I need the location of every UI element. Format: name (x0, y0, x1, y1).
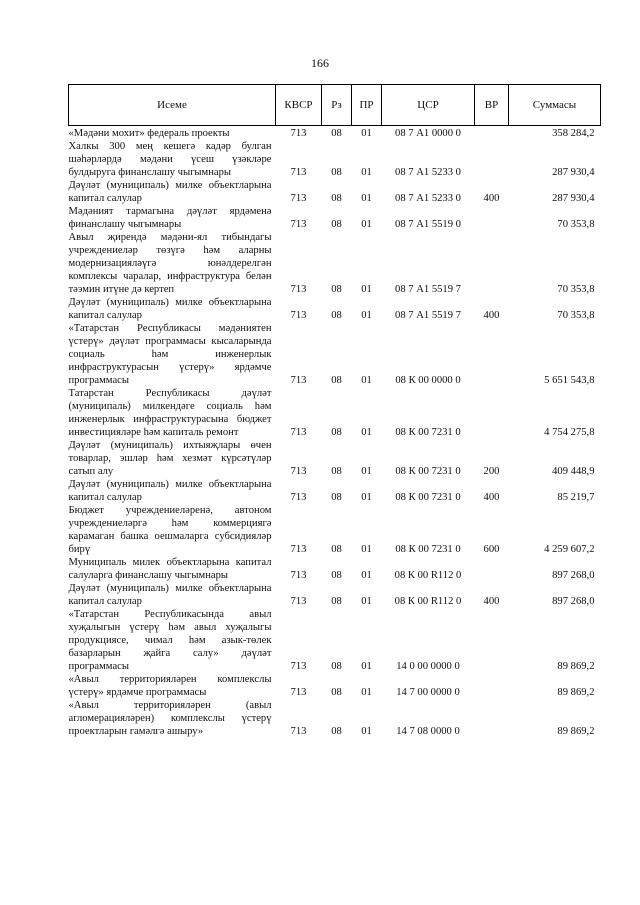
cell-name: Дәүләт (муниципаль) милке объектларына капитал салулар (68, 479, 272, 503)
cell-csr: 08 7 А1 5233 0 (395, 193, 461, 204)
cell-rz: 08 (331, 310, 342, 321)
cell-vr (475, 556, 509, 582)
cell-sum: 70 353,8 (557, 310, 595, 321)
table-row (69, 296, 601, 322)
cell-vr (475, 387, 509, 439)
cell-pr: 01 (361, 193, 372, 204)
cell-sum: 897 268,0 (552, 596, 595, 607)
cell-csr: 08 К 00 7231 0 (395, 492, 461, 503)
cell-name: Дәүләт (муниципаль) милке объектларына капитал салулар (68, 583, 272, 607)
cell-rz: 08 (331, 427, 342, 438)
cell-rz: 08 (331, 375, 342, 386)
cell-vr (475, 322, 509, 387)
cell-pr: 01 (361, 310, 372, 321)
cell-rz: 08 (331, 544, 342, 555)
cell-pr: 01 (361, 492, 372, 503)
table-row (69, 387, 601, 439)
cell-rz: 08 (331, 128, 342, 139)
cell-sum: 4 259 607,2 (544, 544, 595, 555)
cell-name: Авыл җирендә мәдәни-ял тибындагы учреждениеләр төзүгә һәм аларны модернизацияләүгә юнәлдерелгән комплексы чаралар, инфраструктура белән тәэмин итүне дә кертеп (68, 232, 272, 295)
cell-kvsr: 713 (290, 687, 307, 698)
table-row (69, 439, 601, 478)
table-row (69, 205, 601, 231)
cell-pr: 01 (361, 570, 372, 581)
header-pr: ПР (352, 85, 382, 126)
cell-name: Дәүләт (муниципаль) милке объектларына капитал салулар (68, 180, 272, 204)
cell-vr (475, 699, 509, 738)
cell-pr: 01 (361, 375, 372, 386)
cell-kvsr: 713 (290, 596, 307, 607)
cell-vr: 400 (483, 193, 500, 204)
table-row (69, 504, 601, 556)
cell-vr (475, 140, 509, 179)
table-row (69, 231, 601, 296)
cell-csr: 08 К 00 7231 0 (395, 544, 461, 555)
cell-kvsr: 713 (290, 466, 307, 477)
cell-csr: 08 7 А1 5519 7 (395, 310, 461, 321)
cell-sum: 5 651 543,8 (544, 375, 595, 386)
cell-pr: 01 (361, 687, 372, 698)
cell-name: «Авыл территорияләрен комплекслы үстерү» ярдәмче программасы (68, 674, 272, 698)
cell-pr: 01 (361, 661, 372, 672)
cell-sum: 4 754 275,8 (544, 427, 595, 438)
cell-name: Муниципаль милек объектларына капитал салуларга финанслашу чыгымнары (68, 557, 272, 581)
cell-kvsr: 713 (290, 661, 307, 672)
table-row (69, 699, 601, 738)
table-row (69, 179, 601, 205)
cell-vr (475, 608, 509, 673)
cell-name: «Мәдәни мохит» федераль проекты (68, 128, 230, 139)
table-header-row (69, 85, 601, 126)
cell-csr: 14 7 08 0000 0 (396, 726, 460, 737)
cell-name: Халкы 300 мең кешегә кадәр булган шәһәрләрдә мәдәни үсеш үзәкләре булдыруга финанслашу чыгымнары (68, 141, 272, 178)
cell-kvsr: 713 (290, 128, 307, 139)
table-row (69, 478, 601, 504)
cell-csr: 08 К 00 7231 0 (395, 427, 461, 438)
cell-rz: 08 (331, 726, 342, 737)
cell-vr: 600 (483, 544, 500, 555)
cell-vr: 200 (483, 466, 500, 477)
cell-kvsr: 713 (290, 427, 307, 438)
header-name: Исеме (69, 85, 276, 126)
cell-sum: 409 448,9 (552, 466, 595, 477)
cell-vr: 400 (483, 596, 500, 607)
cell-csr: 08 К 00 0000 0 (395, 375, 461, 386)
cell-sum: 89 869,2 (557, 726, 595, 737)
cell-vr (475, 126, 509, 141)
cell-rz: 08 (331, 661, 342, 672)
table-row (69, 140, 601, 179)
cell-sum: 70 353,8 (557, 219, 595, 230)
cell-rz: 08 (331, 687, 342, 698)
cell-kvsr: 713 (290, 544, 307, 555)
cell-kvsr: 713 (290, 726, 307, 737)
cell-rz: 08 (331, 596, 342, 607)
cell-rz: 08 (331, 219, 342, 230)
cell-kvsr: 713 (290, 284, 307, 295)
header-rz: Рз (322, 85, 352, 126)
cell-kvsr: 713 (290, 375, 307, 386)
page-number: 166 (311, 56, 329, 70)
cell-kvsr: 713 (290, 193, 307, 204)
cell-sum: 287 930,4 (552, 167, 595, 178)
cell-rz: 08 (331, 466, 342, 477)
cell-pr: 01 (361, 284, 372, 295)
cell-csr: 08 7 А1 5519 0 (395, 219, 461, 230)
cell-csr: 08 7 А1 0000 0 (395, 128, 461, 139)
cell-sum: 89 869,2 (557, 661, 595, 672)
cell-pr: 01 (361, 466, 372, 477)
cell-sum: 287 930,4 (552, 193, 595, 204)
cell-vr (475, 673, 509, 699)
table-row (69, 673, 601, 699)
cell-name: Бюджет учреждениеләренә, автоном учреждениеләргә һәм коммерциягә карамаган башка оешмаларга субсидияләр бирү (68, 505, 272, 555)
cell-rz: 08 (331, 193, 342, 204)
cell-pr: 01 (361, 167, 372, 178)
cell-rz: 08 (331, 492, 342, 503)
header-kvsr: КВСР (276, 85, 322, 126)
cell-vr (475, 231, 509, 296)
cell-pr: 01 (361, 427, 372, 438)
cell-pr: 01 (361, 219, 372, 230)
cell-sum: 89 869,2 (557, 687, 595, 698)
table-row (69, 322, 601, 387)
cell-csr: 08 7 А1 5233 0 (395, 167, 461, 178)
cell-csr: 14 7 00 0000 0 (396, 687, 460, 698)
cell-pr: 01 (361, 726, 372, 737)
cell-kvsr: 713 (290, 167, 307, 178)
cell-rz: 08 (331, 167, 342, 178)
header-vr: ВР (475, 85, 509, 126)
cell-vr: 400 (483, 492, 500, 503)
table-row (69, 556, 601, 582)
cell-vr: 400 (483, 310, 500, 321)
cell-sum: 358 284,2 (552, 128, 595, 139)
header-csr: ЦСР (382, 85, 475, 126)
cell-kvsr: 713 (290, 492, 307, 503)
cell-pr: 01 (361, 596, 372, 607)
cell-name: Дәүләт (муниципаль) милке объектларына капитал салулар (68, 297, 272, 321)
cell-pr: 01 (361, 128, 372, 139)
cell-rz: 08 (331, 284, 342, 295)
cell-rz: 08 (331, 570, 342, 581)
cell-csr: 08 7 А1 5519 7 (395, 284, 461, 295)
cell-kvsr: 713 (290, 570, 307, 581)
cell-pr: 01 (361, 544, 372, 555)
cell-vr (475, 205, 509, 231)
cell-name: «Татарстан Республикасы мәдәниятен үстерү» дәүләт программасы кысаларында социаль һәм инженерлык инфраструктурасын үстерү» ярдәмче программасы (68, 323, 272, 386)
cell-name: «Татарстан Республикасында авыл хуҗалыгын үстерү һәм авыл хуҗалыгы продукциясе, чимал һәм азык-төлек базарларын җайга салу» дәүләт программасы (68, 609, 272, 672)
cell-sum: 897 268,0 (552, 570, 595, 581)
cell-csr: 08 К 00 R112 0 (394, 570, 462, 581)
cell-csr: 08 К 00 7231 0 (395, 466, 461, 477)
cell-kvsr: 713 (290, 310, 307, 321)
cell-name: «Авыл территорияләрен (авыл агломерацияләрен) комплекслы үстерү проектларын гамәлгә ашыру» (68, 700, 272, 737)
budget-table (68, 84, 601, 738)
table-row (69, 126, 601, 141)
table-body (69, 126, 601, 739)
cell-name: Дәүләт (муниципаль) ихтыяҗлары өчен товарлар, эшләр һәм хезмәт күрсәтүләр сатып алу (68, 440, 272, 477)
cell-csr: 14 0 00 0000 0 (396, 661, 460, 672)
table-row (69, 582, 601, 608)
cell-sum: 70 353,8 (557, 284, 595, 295)
cell-csr: 08 К 00 R112 0 (394, 596, 462, 607)
cell-kvsr: 713 (290, 219, 307, 230)
cell-name: Мәдәният тармагына дәүләт ярдәменә финанслашу чыгымнары (68, 206, 272, 230)
table-row (69, 608, 601, 673)
cell-name: Татарстан Республикасы дәүләт (муниципаль) милкендәге социаль һәм инженерлык инфраструктурасына бюджет инвестицияләре һәм капиталь ремонт (68, 388, 272, 438)
header-sum: Суммасы (509, 85, 601, 126)
cell-sum: 85 219,7 (557, 492, 595, 503)
